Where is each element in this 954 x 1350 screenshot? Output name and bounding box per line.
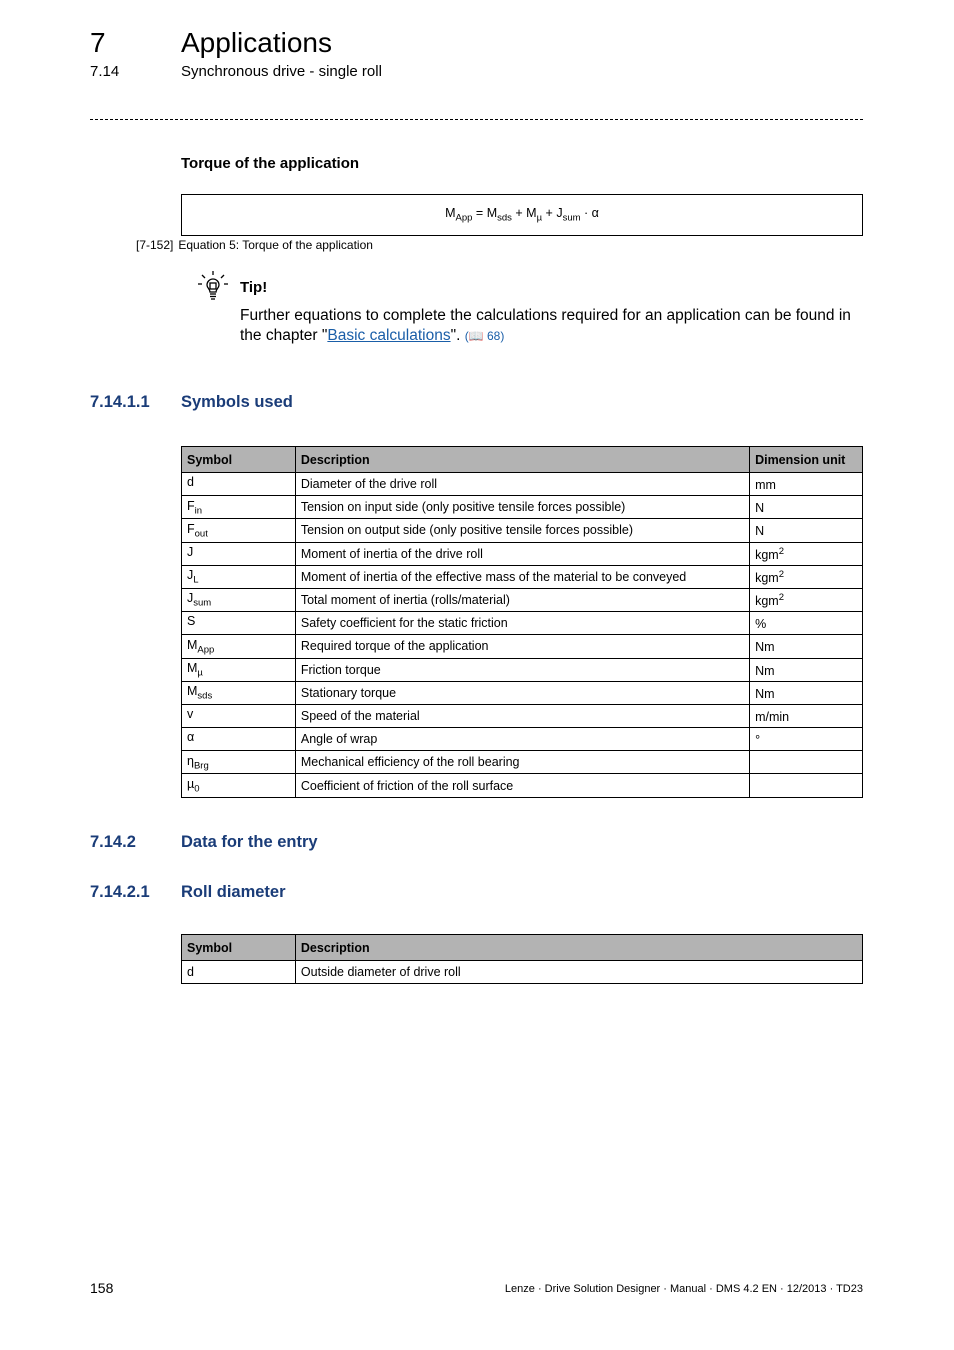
table-row bbox=[182, 542, 863, 565]
symbol-subscript: sum bbox=[193, 597, 212, 609]
symbol-subscript: out bbox=[194, 528, 208, 540]
eq-sub: sum bbox=[562, 212, 581, 224]
eq-sub: µ bbox=[536, 212, 543, 224]
symbol: M bbox=[187, 684, 198, 699]
eq-operator: · bbox=[580, 206, 592, 221]
eq-term: α bbox=[591, 206, 599, 221]
symbol-cell bbox=[182, 704, 296, 727]
symbol-cell bbox=[182, 612, 296, 635]
data-entry-section-title: Data for the entry bbox=[181, 833, 318, 851]
eq-term: M bbox=[486, 206, 498, 221]
table-row bbox=[182, 588, 863, 611]
symbol-subscript: L bbox=[193, 574, 199, 586]
symbol: J bbox=[187, 568, 194, 583]
chapter-number: 7 bbox=[90, 27, 106, 58]
unit: kgm bbox=[755, 570, 779, 585]
description-cell: Tension on input side (only positive tensile forces possible) bbox=[295, 496, 749, 519]
equation-caption-text: Equation 5: Torque of the application bbox=[178, 238, 373, 252]
table-header-row bbox=[182, 935, 863, 961]
description-cell: Speed of the material bbox=[295, 704, 749, 727]
eq-sub: sds bbox=[497, 212, 512, 224]
column-header-unit: Dimension unit bbox=[750, 447, 863, 473]
unit: m/min bbox=[755, 710, 790, 725]
symbol: J bbox=[187, 591, 194, 606]
symbols-table bbox=[181, 446, 863, 798]
unit: N bbox=[755, 501, 765, 516]
eq-term: M bbox=[445, 206, 456, 221]
column-header-description: Description bbox=[295, 935, 862, 961]
description-cell: Coefficient of friction of the roll surface bbox=[295, 774, 749, 797]
unit-cell bbox=[750, 496, 863, 519]
symbol-subscript: sds bbox=[197, 690, 213, 702]
unit: Nm bbox=[755, 640, 775, 655]
symbol: M bbox=[187, 637, 198, 652]
unit-cell bbox=[750, 658, 863, 681]
page-number: 158 bbox=[90, 1280, 114, 1296]
table-row bbox=[182, 681, 863, 704]
symbol: d bbox=[187, 475, 194, 490]
symbol-cell bbox=[182, 728, 296, 751]
table-row bbox=[182, 774, 863, 797]
unit-cell bbox=[750, 681, 863, 704]
equation-box bbox=[181, 194, 863, 236]
table-row bbox=[182, 612, 863, 635]
symbol: α bbox=[187, 730, 195, 745]
page-ref-link[interactable]: (📖 68) bbox=[464, 328, 505, 343]
unit-cell bbox=[750, 704, 863, 727]
description-cell: Stationary torque bbox=[295, 681, 749, 704]
table-row bbox=[182, 961, 863, 984]
symbol-subscript: App bbox=[197, 644, 215, 656]
eq-operator: + bbox=[511, 206, 527, 221]
symbol-cell: d bbox=[182, 961, 296, 984]
unit: kgm bbox=[755, 547, 779, 562]
symbol-cell bbox=[182, 635, 296, 658]
symbol: v bbox=[187, 707, 194, 722]
unit: kgm bbox=[755, 594, 779, 609]
symbol: µ bbox=[187, 776, 195, 791]
tip-text-before: Further equations to complete the calculations required for an application can be found in the chapter " bbox=[240, 307, 851, 344]
table-row bbox=[182, 635, 863, 658]
lightbulb-icon bbox=[196, 270, 230, 302]
torque-heading: Torque of the application bbox=[181, 155, 360, 172]
symbol-subscript: in bbox=[194, 505, 203, 517]
unit-cell bbox=[750, 774, 863, 797]
description-cell: Required torque of the application bbox=[295, 635, 749, 658]
symbol-cell bbox=[182, 588, 296, 611]
eq-sub: App bbox=[455, 212, 473, 224]
symbol: F bbox=[187, 498, 195, 513]
unit: % bbox=[755, 617, 767, 632]
column-header-description: Description bbox=[295, 447, 749, 473]
unit-cell bbox=[750, 565, 863, 588]
unit-superscript: 2 bbox=[778, 545, 784, 557]
table-row bbox=[182, 565, 863, 588]
roll-diameter-section-number: 7.14.2.1 bbox=[90, 883, 150, 901]
equation-caption bbox=[136, 238, 378, 252]
roll-diameter-table bbox=[181, 934, 863, 984]
symbol-cell bbox=[182, 774, 296, 797]
description-cell: Outside diameter of drive roll bbox=[295, 961, 862, 984]
description-cell: Moment of inertia of the effective mass of the material to be conveyed bbox=[295, 565, 749, 588]
symbol-subscript: 0 bbox=[194, 783, 200, 795]
symbol: S bbox=[187, 614, 196, 629]
unit-superscript: 2 bbox=[778, 591, 784, 603]
section-number: 7.14 bbox=[90, 63, 120, 80]
table-row bbox=[182, 728, 863, 751]
symbol-cell bbox=[182, 681, 296, 704]
data-entry-section-number: 7.14.2 bbox=[90, 833, 136, 851]
tip-text-after: ". bbox=[450, 326, 465, 344]
table-row bbox=[182, 473, 863, 496]
symbol-cell bbox=[182, 565, 296, 588]
description-cell: Diameter of the drive roll bbox=[295, 473, 749, 496]
unit: Nm bbox=[755, 686, 775, 701]
symbol-cell bbox=[182, 751, 296, 774]
symbol: M bbox=[187, 660, 198, 675]
table-row bbox=[182, 704, 863, 727]
eq-term: M bbox=[526, 206, 537, 221]
unit: N bbox=[755, 524, 765, 539]
equation bbox=[445, 206, 599, 224]
description-cell: Mechanical efficiency of the roll bearing bbox=[295, 751, 749, 774]
symbol: η bbox=[187, 753, 194, 768]
unit-cell bbox=[750, 728, 863, 751]
header-divider bbox=[90, 119, 863, 120]
symbol-subscript: Brg bbox=[193, 760, 209, 772]
description-cell: Safety coefficient for the static friction bbox=[295, 612, 749, 635]
column-header-symbol: Symbol bbox=[182, 447, 296, 473]
symbol-cell bbox=[182, 496, 296, 519]
symbol-subscript: µ bbox=[197, 667, 203, 679]
section-title: Synchronous drive - single roll bbox=[181, 63, 382, 80]
symbol-cell bbox=[182, 473, 296, 496]
eq-operator: + bbox=[542, 206, 557, 221]
unit-cell bbox=[750, 751, 863, 774]
eq-term: J bbox=[556, 206, 563, 221]
symbols-section-title: Symbols used bbox=[181, 393, 293, 411]
tip-text bbox=[240, 306, 865, 346]
unit-cell bbox=[750, 635, 863, 658]
symbol: J bbox=[187, 544, 194, 559]
table-header-row bbox=[182, 447, 863, 473]
symbol: F bbox=[187, 521, 195, 536]
unit: ° bbox=[755, 733, 761, 748]
description-cell: Tension on output side (only positive tensile forces possible) bbox=[295, 519, 749, 542]
table-row bbox=[182, 658, 863, 681]
basic-calculations-link[interactable]: Basic calculations bbox=[327, 326, 451, 344]
eq-operator: = bbox=[472, 206, 487, 221]
unit-superscript: 2 bbox=[778, 568, 784, 580]
unit-cell bbox=[750, 542, 863, 565]
unit-cell bbox=[750, 588, 863, 611]
symbol-cell bbox=[182, 519, 296, 542]
unit: mm bbox=[755, 478, 776, 493]
symbol-cell bbox=[182, 658, 296, 681]
table-row bbox=[182, 519, 863, 542]
unit-cell bbox=[750, 519, 863, 542]
equation-ref: [7-152] bbox=[136, 238, 174, 252]
unit: Nm bbox=[755, 663, 775, 678]
description-cell: Moment of inertia of the drive roll bbox=[295, 542, 749, 565]
unit-cell bbox=[750, 473, 863, 496]
table-row bbox=[182, 496, 863, 519]
column-header-symbol: Symbol bbox=[182, 935, 296, 961]
table-row bbox=[182, 751, 863, 774]
tip-title: Tip! bbox=[240, 279, 268, 296]
chapter-title: Applications bbox=[181, 27, 332, 58]
description-cell: Friction torque bbox=[295, 658, 749, 681]
symbols-section-number: 7.14.1.1 bbox=[90, 393, 150, 411]
unit-cell bbox=[750, 612, 863, 635]
description-cell: Total moment of inertia (rolls/material) bbox=[295, 588, 749, 611]
symbol-cell bbox=[182, 542, 296, 565]
footer-text: Lenze · Drive Solution Designer · Manual · DMS 4.2 EN · 12/2013 · TD23 bbox=[504, 1283, 863, 1295]
description-cell: Angle of wrap bbox=[295, 728, 749, 751]
roll-diameter-section-title: Roll diameter bbox=[181, 883, 286, 901]
